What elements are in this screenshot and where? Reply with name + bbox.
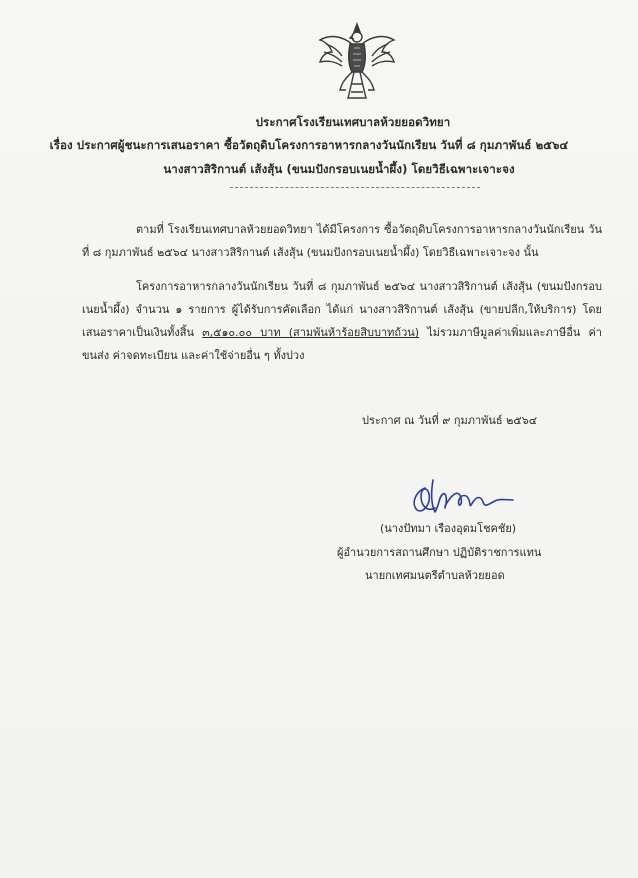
paragraph-award-text: โครงการอาหารกลางวันนักเรียน วันที่ ๘ กุมภาพันธ์ ๒๕๖๔ นางสาวสิริกานต์ เส้งสุ้น (ขนมปังกรอบเนยน้ำผึ้ง) จำนวน ๑ รายการ ผู้ได้รับการคัดเลือก ได้แก่ นางสาวสิริกานต์ เส้งสุ้น (ขายปลีก,ให้บริการ) โดยเสนอราคาเป็นเงินทั้งสิ้น: [82, 280, 602, 339]
signatory-position: ผู้อำนวยการสถานศึกษา ปฏิบัติราชการแทน: [337, 546, 542, 559]
handwritten-signature: [403, 478, 521, 522]
signatory-name: (นางปัทมา เรืองอุดมโชคชัย): [380, 522, 517, 535]
paragraph-background: [82, 218, 602, 264]
announcement-title: ประกาศโรงเรียนเทศบาลห้วยยอดวิทยา: [255, 115, 451, 129]
announcement-subject-cont: นางสาวสิริกานต์ เส้งสุ้น (ขนมปังกรอบเนยน้ำผึ้ง) โดยวิธีเฉพาะเจาะจง: [163, 162, 515, 176]
garuda-emblem: [312, 22, 402, 100]
award-amount: ๓,๕๑๐.๐๐ บาท (สามพันห้าร้อยสิบบาทถ้วน): [202, 326, 420, 339]
paragraph-award: [82, 275, 602, 367]
paragraph-award-tail: ไม่รวมภาษีมูลค่าเพิ่มและภาษีอื่น ค่าขนส่ง ค่าจดทะเบียน และค่าใช้จ่ายอื่น ๆ ทั้งปวง: [82, 326, 602, 362]
announcement-subject: เรื่อง ประกาศผู้ชนะการเสนอราคา ซื้อวัตถุดิบโครงการอาหารกลางวันนักเรียน วันที่ ๘ กุมภาพันธ์ ๒๕๖๔: [49, 138, 569, 152]
header-divider: [230, 187, 480, 188]
signatory-position-2: นายกเทศมนตรีตำบลห้วยยอด: [365, 569, 505, 582]
announcement-date: ประกาศ ณ วันที่ ๙ กุมภาพันธ์ ๒๕๖๔: [362, 414, 538, 427]
paragraph-background-text: ตามที่ โรงเรียนเทศบาลห้วยยอดวิทยา ได้มีโครงการ ซื้อวัตถุดิบโครงการอาหารกลางวันนักเรียน วันที่ ๘ กุมภาพันธ์ ๒๕๖๔ นางสาวสิริกานต์ เส้งสุ้น (ขนมปังกรอบเนยน้ำผึ้ง) โดยวิธีเฉพาะเจาะจง นั้น: [82, 223, 602, 259]
